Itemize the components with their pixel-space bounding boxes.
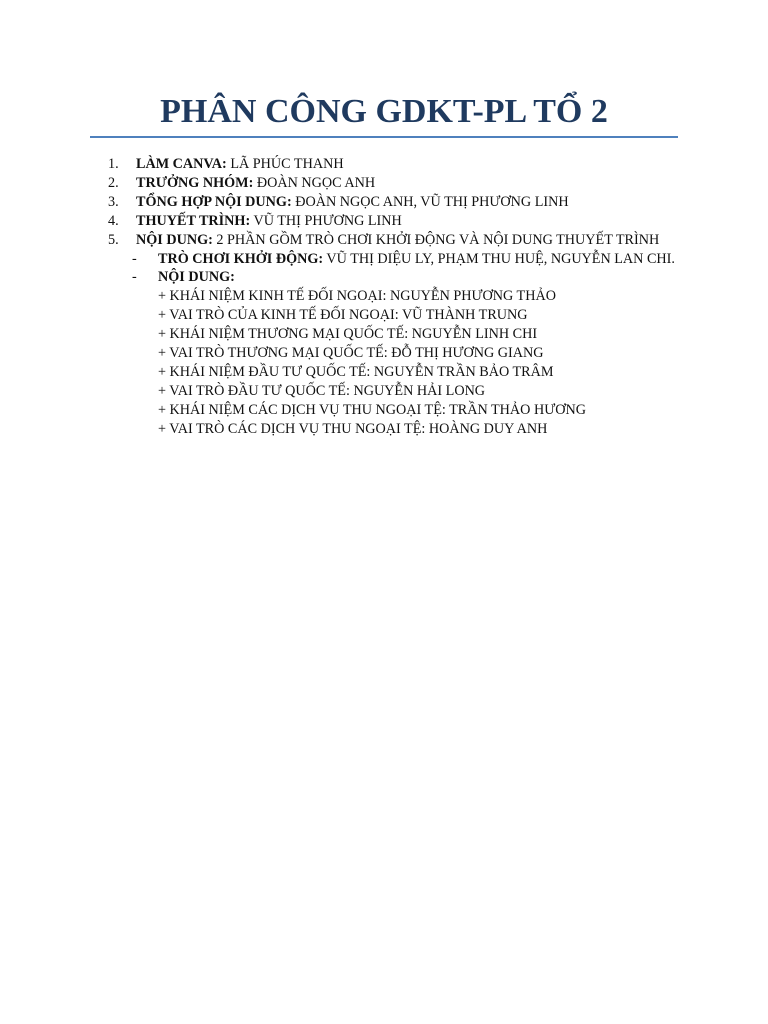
item-value: ĐOÀN NGỌC ANH, VŨ THỊ PHƯƠNG LINH: [291, 193, 569, 210]
sub-item: + VAI TRÒ ĐẦU TƯ QUỐC TẾ: NGUYỄN HẢI LONG: [158, 382, 486, 399]
page-title: PHÂN CÔNG GDKT-PL TỔ 2: [160, 93, 608, 130]
item-value: LÃ PHÚC THANH: [226, 156, 344, 172]
item-number: 4.: [108, 212, 119, 229]
item-label: TỔNG HỢP NỘI DUNG:: [136, 193, 292, 210]
assignment-list: [108, 155, 708, 439]
sub-item: + VAI TRÒ CÁC DỊCH VỤ THU NGOẠI TỆ: HOÀNG DUY ANH: [158, 420, 548, 437]
dash-item: [108, 268, 708, 287]
dash-label: NỘI DUNG:: [158, 269, 235, 286]
dash-value: VŨ THỊ DIỆU LY, PHẠM THU HUỆ, NGUYỄN LAN CHI.: [323, 250, 675, 267]
sub-item: + KHÁI NIỆM ĐẦU TƯ QUỐC TẾ: NGUYỄN TRẦN BẢO TRÂM: [158, 363, 554, 380]
dash-marker: -: [132, 250, 137, 267]
item-value: VŨ THỊ PHƯƠNG LINH: [250, 212, 402, 229]
sub-item: + KHÁI NIỆM THƯƠNG MẠI QUỐC TẾ: NGUYỄN LINH CHI: [158, 326, 538, 343]
sub-item: + KHÁI NIỆM CÁC DỊCH VỤ THU NGOẠI TỆ: TRẦN THẢO HƯƠNG: [158, 401, 586, 418]
item-label: TRƯỞNG NHÓM:: [136, 174, 254, 191]
item-label: NỘI DUNG:: [136, 231, 213, 248]
list-item: [108, 231, 708, 250]
item-label: LÀM CANVA:: [136, 156, 227, 172]
sub-item: + VAI TRÒ CỦA KINH TẾ ĐỐI NGOẠI: VŨ THÀNH TRUNG: [158, 307, 528, 324]
sub-item: + KHÁI NIỆM KINH TẾ ĐỐI NGOẠI: NGUYỄN PHƯƠNG THẢO: [158, 288, 556, 305]
item-number: 5.: [108, 231, 119, 248]
dash-marker: -: [132, 269, 137, 286]
item-number: 2.: [108, 174, 119, 191]
list-item: [108, 212, 708, 231]
list-item: [108, 174, 708, 193]
item-number: 3.: [108, 193, 119, 210]
item-value: ĐOÀN NGỌC ANH: [253, 174, 376, 191]
item-value: 2 PHẦN GỒM TRÒ CHƠI KHỞI ĐỘNG VÀ NỘI DUNG THUYẾT TRÌNH: [212, 231, 660, 248]
sub-item: + VAI TRÒ THƯƠNG MẠI QUỐC TẾ: ĐỖ THỊ HƯƠNG GIANG: [158, 345, 544, 362]
dash-item: [108, 250, 708, 269]
dash-label: TRÒ CHƠI KHỞI ĐỘNG:: [158, 250, 324, 267]
item-number: 1.: [108, 156, 119, 172]
list-item: [108, 193, 708, 212]
item-label: THUYẾT TRÌNH:: [136, 212, 251, 229]
title-underline: [90, 136, 678, 138]
list-item: [108, 155, 708, 174]
